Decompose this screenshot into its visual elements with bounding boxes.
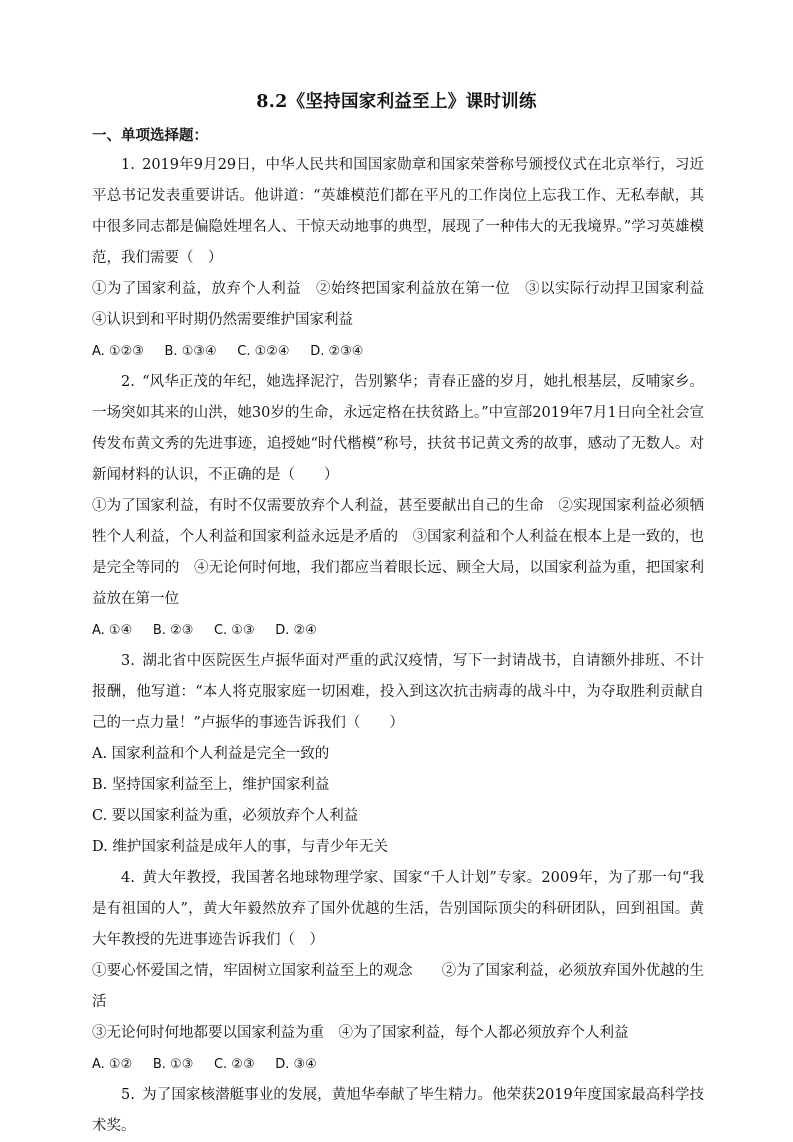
option-a: A. ①②③ bbox=[92, 344, 144, 359]
question-4-stem: 4. 黄大年教授，我国著名地球物理学家、国家“千人计划”专家。2009年，为了那一句“我是有祖国的人”，黄大年毅然放弃了国外优越的生活，告别国际顶尖的科研团队，回到祖国。黄大年教授的先进事迹告诉我们（ ） bbox=[92, 870, 704, 948]
option-d: D. ③④ bbox=[275, 1057, 317, 1072]
question-1 bbox=[92, 150, 719, 367]
option-c: C. ①②④ bbox=[237, 344, 290, 359]
question-3 bbox=[92, 646, 704, 863]
option-b: B. ①③④ bbox=[164, 344, 217, 359]
option-d: D. ②④ bbox=[275, 623, 317, 638]
option-c: C. ②③ bbox=[213, 1057, 255, 1072]
question-2-items: ①为了国家利益，有时不仅需要放弃个人利益，甚至要献出自己的生命 ②实现国家利益必须牺牲个人利益，个人利益和国家利益永远是矛盾的 ③国家利益和个人利益在根本上是一致的，也是完全等同的 ④无论何时何地，我们都应当着眼长远、顾全大局，以国家利益为重，把国家利益放在第一位 bbox=[92, 498, 704, 607]
question-3-stem: 3. 湖北省中医院医生卢振华面对严重的武汉疫情，写下一封请战书，自请额外排班、不计报酬，他写道：“本人将克服家庭一切困难，投入到这次抗击病毒的战斗中，为夺取胜利贡献自己的一点力量！”卢振华的事迹告诉我们（ ） bbox=[92, 653, 704, 731]
option-c: C. 要以国家利益为重，必须放弃个人利益 bbox=[92, 808, 359, 824]
option-d: D. ②③④ bbox=[310, 344, 364, 359]
option-b: B. 坚持国家利益至上，维护国家利益 bbox=[92, 777, 330, 793]
question-number: 2. bbox=[121, 374, 135, 390]
option-a: A. ①② bbox=[92, 1057, 133, 1072]
question-number: 3. bbox=[121, 653, 135, 669]
section-heading: 一、单项选择题： bbox=[92, 127, 208, 144]
question-2 bbox=[92, 367, 704, 646]
question-4-options bbox=[92, 1049, 704, 1080]
question-5 bbox=[92, 1080, 704, 1142]
option-b: B. ②③ bbox=[152, 623, 194, 638]
question-list bbox=[92, 150, 719, 1142]
question-4-items-line2: ③无论何时何地都要以国家利益为重 ④为了国家利益，每个人都必须放弃个人利益 bbox=[92, 1025, 629, 1041]
question-1-stem: 1. 2019年9月29日，中华人民共和国国家勋章和国家荣誉称号颁授仪式在北京举行，习近平总书记发表重要讲话。他讲道：“英雄模范们都在平凡的工作岗位上忘我工作、无私奉献，其中很多同志都是偏隐姓埋名人、干惊天动地事的典型，展现了一种伟大的无我境界。”学习英雄模范，我们需要（ ） bbox=[92, 157, 704, 266]
question-4-items-line1: ①要心怀爱国之情，牢固树立国家利益至上的观念 ②为了国家利益，必须放弃国外优越的生活 bbox=[92, 963, 704, 1010]
option-a: A. 国家利益和个人利益是完全一致的 bbox=[92, 746, 330, 762]
option-c: C. ①③ bbox=[213, 623, 255, 638]
option-d: D. 维护国家利益是成年人的事，与青少年无关 bbox=[92, 839, 388, 855]
question-number: 4. bbox=[121, 870, 135, 886]
question-5-stem: 5. 为了国家核潜艇事业的发展，黄旭华奉献了毕生精力。他荣获2019年度国家最高科学技术奖。 bbox=[92, 1087, 704, 1134]
question-number: 1. bbox=[121, 157, 135, 173]
question-1-options bbox=[92, 336, 704, 367]
option-b: B. ①③ bbox=[152, 1057, 194, 1072]
question-number: 5. bbox=[121, 1087, 135, 1103]
question-4 bbox=[92, 863, 704, 1080]
option-a: A. ①④ bbox=[92, 623, 133, 638]
question-2-stem: 2. “风华正茂的年纪，她选择泥泞，告别繁华；青春正盛的岁月，她扎根基层，反哺家乡。一场突如其来的山洪，她30岁的生命，永远定格在扶贫路上。”中宣部2019年7月1日向全社会宣传发布黄文秀的先进事迹，追授她“时代楷模”称号，扶贫书记黄文秀的故事，感动了无数人。对新闻材料的认识，不正确的是（ ） bbox=[92, 374, 704, 483]
question-1-items: ①为了国家利益，放弃个人利益 ②始终把国家利益放在第一位 ③以实际行动捍卫国家利益 ④认识到和平时期仍然需要维护国家利益 bbox=[92, 281, 719, 328]
question-2-options bbox=[92, 615, 704, 646]
page-title: 8.2《坚持国家利益至上》课时训练 bbox=[256, 92, 537, 112]
